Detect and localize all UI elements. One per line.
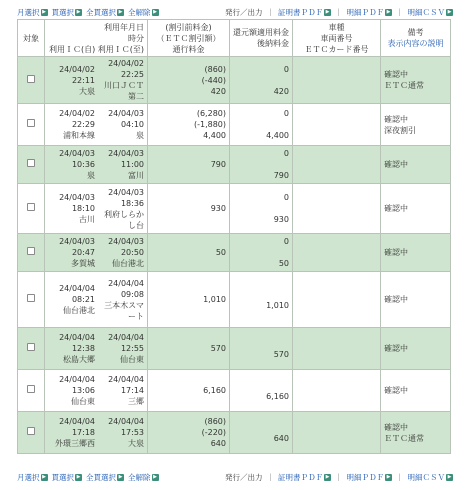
row-checkbox[interactable] (27, 343, 35, 351)
table-row (18, 272, 451, 328)
status-text: 確認中 (384, 295, 408, 304)
row-checkbox[interactable] (27, 385, 35, 393)
exit-time: 17:14 (120, 386, 144, 395)
note-cell (381, 104, 451, 146)
table-row (18, 184, 451, 234)
entry-ic: 仙台港北 (63, 306, 95, 315)
entry-info (48, 148, 95, 181)
exit-date: 24/04/03 (108, 109, 144, 118)
table-row (18, 57, 451, 104)
status-text: 確認中 (384, 386, 408, 395)
entry-info (48, 283, 95, 316)
deferred-fee-cell (230, 184, 293, 234)
exit-info (97, 108, 144, 141)
header-dates: 利用年月日 時分 利用ＩＣ(自) 利用ＩＣ(至) (45, 20, 148, 57)
arrow-right-icon: ▶ (118, 9, 123, 15)
arrow-right-icon: ▶ (42, 474, 46, 480)
bottom-toolbar (17, 471, 453, 483)
separator: ｜ (266, 472, 274, 482)
status-text: 確認中 (384, 160, 408, 169)
entry-info (48, 332, 95, 365)
deferred-fee-cell (230, 146, 293, 184)
toll-fee: 790 (210, 160, 226, 169)
entry-ic: 古川 (79, 215, 95, 224)
deferred-fee: 4,400 (266, 131, 289, 140)
exit-ic: 富川 (128, 171, 144, 180)
table-row (18, 234, 451, 272)
entry-ic: 多賀城 (71, 259, 95, 268)
cert-pdf-link[interactable]: 証明書ＰＤＦ ▶ (278, 472, 330, 482)
fee-cell (148, 412, 230, 454)
cert-pdf-link[interactable]: 証明書ＰＤＦ ▶ (278, 7, 330, 17)
fee-cell (148, 234, 230, 272)
entry-ic: 浦和本線 (63, 131, 95, 140)
header-fee: (割引前料金) （ＥＴＣ割引額） 通行料金 (148, 20, 230, 57)
entry-date: 24/04/03 (59, 237, 95, 246)
dates-cell (45, 104, 148, 146)
exit-ic: 川口ＪＣＴ第二 (104, 81, 144, 101)
row-checkbox[interactable] (27, 247, 35, 255)
status-text: 確認中 (384, 204, 408, 213)
selection-links (17, 7, 159, 18)
display-help-link[interactable]: 表示内容の説明 (387, 39, 444, 48)
entry-date: 24/04/04 (59, 375, 95, 384)
deferred-fee: 6,160 (266, 391, 289, 401)
toll-fee: 930 (210, 204, 226, 213)
exit-date: 24/04/04 (108, 333, 144, 342)
vehicle-cell (293, 146, 381, 184)
arrow-right-icon: ▶ (325, 474, 330, 480)
entry-time: 12:38 (71, 344, 95, 353)
arrow-right-icon: ▶ (447, 474, 452, 480)
row-select-cell (18, 234, 45, 272)
arrow-right-icon: ▶ (386, 9, 391, 15)
selection-links (17, 472, 159, 483)
exit-ic: 三郷 (128, 397, 144, 406)
row-checkbox[interactable] (27, 119, 35, 127)
fee-cell (148, 146, 230, 184)
note-cell (381, 370, 451, 412)
exit-ic: 利府しらかし台 (104, 209, 144, 230)
row-select-cell (18, 272, 45, 328)
vehicle-cell (293, 272, 381, 328)
pre-discount-fee: (860) (204, 64, 226, 74)
dates-cell (45, 234, 148, 272)
entry-ic: 大泉 (79, 86, 95, 96)
entry-time: 13:06 (71, 386, 95, 395)
detail-csv-link[interactable]: 明細ＣＳＶ ▶ (407, 472, 452, 482)
note-cell (381, 146, 451, 184)
issue-output-label: 発行／出力 (225, 472, 263, 482)
etc-discount: (-440) (201, 75, 226, 85)
entry-date: 24/04/04 (59, 417, 95, 426)
exit-time: 20:50 (120, 248, 144, 257)
exit-info (97, 374, 144, 407)
exit-info (97, 416, 144, 449)
toll-fee: 50 (215, 248, 226, 257)
entry-time: 22:29 (71, 120, 95, 129)
fee-cell (148, 370, 230, 412)
exit-time: 11:00 (120, 160, 144, 169)
exit-time: 18:36 (120, 198, 144, 208)
deferred-fee-cell (230, 328, 293, 370)
month-select-link[interactable]: 月選択 ▶ (17, 7, 46, 17)
separator: ｜ (396, 7, 404, 17)
entry-ic: 泉 (87, 171, 95, 180)
note-cell (381, 412, 451, 454)
vehicle-cell (293, 184, 381, 234)
toll-fee: 1,010 (203, 295, 226, 304)
table-header-row (18, 20, 451, 57)
entry-time: 08:21 (71, 295, 95, 304)
entry-time: 18:10 (71, 204, 95, 213)
rebate-applied-fee: 0 (283, 149, 289, 158)
usage-table (17, 19, 451, 454)
deferred-fee-cell (230, 412, 293, 454)
arrow-right-icon: ▶ (447, 9, 452, 15)
arrow-right-icon: ▶ (42, 9, 46, 15)
entry-info (48, 416, 95, 449)
entry-ic: 松島大郷 (63, 355, 95, 364)
pre-discount-fee: (6,280) (196, 109, 226, 118)
table-row (18, 146, 451, 184)
toll-fee: 570 (210, 344, 226, 353)
detail-pdf-link[interactable]: 明細ＰＤＦ ▶ (346, 472, 391, 482)
entry-date: 24/04/03 (59, 149, 95, 158)
exit-ic: 仙台港北 (112, 259, 144, 268)
entry-ic: 外環三郷西 (55, 439, 95, 448)
row-select-cell (18, 370, 45, 412)
exit-time: 04:10 (120, 120, 144, 129)
status-text: 確認中 (384, 114, 408, 124)
table-row (18, 370, 451, 412)
exit-info (97, 187, 144, 231)
all-select-link[interactable]: 全貫選択 ▶ (86, 472, 123, 482)
header-select: 対象 (18, 20, 45, 57)
note-cell (381, 328, 451, 370)
toll-fee: 640 (210, 439, 226, 448)
status-text: 確認中 (384, 422, 408, 432)
fee-cell (148, 272, 230, 328)
vehicle-cell (293, 412, 381, 454)
row-checkbox[interactable] (27, 75, 35, 83)
deferred-fee: 930 (273, 215, 289, 224)
dates-cell (45, 57, 148, 104)
entry-date: 24/04/04 (59, 333, 95, 342)
pre-discount-fee: (860) (204, 417, 226, 426)
rebate-applied-fee: 0 (283, 109, 289, 118)
exit-ic: 泉 (136, 131, 144, 140)
separator: ｜ (396, 472, 404, 482)
entry-date: 24/04/03 (59, 193, 95, 202)
row-select-cell (18, 57, 45, 104)
clear-all-link[interactable]: 全解除 ▶ (128, 472, 157, 482)
entry-time: 20:47 (71, 248, 95, 257)
pay-select-link[interactable]: 貫選択 ▶ (51, 7, 81, 17)
deferred-fee-cell (230, 57, 293, 104)
detail-pdf-link[interactable]: 明細ＰＤＦ ▶ (346, 7, 391, 17)
toll-fee: 420 (210, 86, 226, 96)
dates-cell (45, 184, 148, 234)
month-select-link[interactable]: 月選択 ▶ (17, 472, 46, 482)
status-text: 確認中 (384, 70, 408, 79)
toll-fee: 4,400 (203, 131, 226, 140)
entry-ic: 仙台東 (71, 397, 95, 406)
row-select-cell (18, 146, 45, 184)
note-cell (381, 57, 451, 104)
entry-date: 24/04/02 (59, 64, 95, 74)
separator: ｜ (335, 472, 343, 482)
row-select-cell (18, 328, 45, 370)
exit-info (97, 148, 144, 181)
vehicle-cell (293, 57, 381, 104)
note-text: ＥＴＣ通常 (384, 433, 424, 443)
output-links (225, 472, 453, 483)
dates-cell (45, 272, 148, 328)
fee-cell (148, 104, 230, 146)
exit-date: 24/04/04 (108, 375, 144, 384)
exit-date: 24/04/03 (108, 187, 144, 197)
all-select-link[interactable]: 全貫選択 ▶ (86, 7, 123, 17)
rebate-applied-fee: 0 (283, 64, 289, 74)
status-text: 確認中 (384, 344, 408, 353)
header-deferred-fee: 還元額適用料金 後納料金 (230, 20, 293, 57)
exit-info (97, 332, 144, 365)
arrow-right-icon: ▶ (118, 474, 123, 480)
exit-time: 22:25 (120, 70, 144, 79)
deferred-fee: 570 (273, 349, 289, 359)
issue-output-label: 発行／出力 (225, 7, 263, 17)
deferred-fee-cell (230, 272, 293, 328)
row-select-cell (18, 184, 45, 234)
entry-info (48, 64, 95, 97)
exit-date: 24/04/04 (108, 278, 144, 288)
table-row (18, 104, 451, 146)
exit-time: 09:08 (120, 289, 144, 299)
arrow-right-icon: ▶ (386, 474, 391, 480)
arrow-right-icon: ▶ (153, 9, 157, 15)
exit-date: 24/04/02 (108, 59, 144, 68)
deferred-fee: 640 (273, 433, 289, 443)
row-checkbox[interactable] (27, 159, 35, 167)
fee-cell (148, 328, 230, 370)
arrow-right-icon: ▶ (76, 474, 81, 480)
vehicle-cell (293, 370, 381, 412)
arrow-right-icon: ▶ (325, 9, 330, 15)
deferred-fee-cell (230, 104, 293, 146)
entry-time: 17:18 (71, 428, 95, 437)
deferred-fee: 420 (273, 86, 289, 96)
etc-discount: (-1,880) (193, 120, 226, 129)
status-text: 確認中 (384, 248, 408, 257)
vehicle-cell (293, 234, 381, 272)
exit-time: 12:55 (120, 344, 144, 353)
table-row (18, 412, 451, 454)
output-links (225, 7, 453, 18)
fee-cell (148, 184, 230, 234)
header-note: 備考 表示内容の説明 (381, 20, 451, 57)
deferred-fee-cell (230, 234, 293, 272)
header-vehicle: 車種 車両番号 ＥＴＣカード番号 (293, 20, 381, 57)
deferred-fee-cell (230, 370, 293, 412)
exit-time: 17:53 (120, 428, 144, 437)
note-cell (381, 184, 451, 234)
toll-fee: 6,160 (203, 386, 226, 395)
row-select-cell (18, 412, 45, 454)
entry-date: 24/04/02 (59, 109, 95, 118)
exit-info (97, 236, 144, 269)
deferred-fee: 50 (278, 259, 289, 268)
fee-cell (148, 57, 230, 104)
deferred-fee: 1,010 (266, 300, 289, 310)
deferred-fee: 790 (273, 171, 289, 180)
entry-info (48, 236, 95, 269)
table-row (18, 328, 451, 370)
separator: ｜ (266, 7, 274, 17)
dates-cell (45, 146, 148, 184)
exit-date: 24/04/04 (108, 417, 144, 426)
exit-date: 24/04/03 (108, 237, 144, 246)
note-text: 深夜割引 (384, 125, 416, 135)
entry-info (48, 108, 95, 141)
row-checkbox[interactable] (27, 427, 35, 435)
rebate-applied-fee: 0 (283, 237, 289, 246)
entry-time: 22:11 (71, 75, 95, 85)
top-toolbar (17, 6, 453, 18)
row-select-cell (18, 104, 45, 146)
entry-info (48, 374, 95, 407)
note-cell (381, 234, 451, 272)
dates-cell (45, 370, 148, 412)
clear-all-link[interactable]: 全解除 ▶ (128, 7, 157, 17)
exit-info (97, 58, 144, 102)
entry-info (48, 192, 95, 225)
exit-ic: 三本木スマート (104, 300, 144, 321)
pay-select-link[interactable]: 貫選択 ▶ (51, 472, 81, 482)
etc-discount: (-220) (201, 428, 226, 437)
exit-ic: 大泉 (128, 439, 144, 448)
exit-info (97, 278, 144, 322)
detail-csv-link[interactable]: 明細ＣＳＶ ▶ (407, 7, 452, 17)
exit-date: 24/04/03 (108, 149, 144, 158)
note-cell (381, 272, 451, 328)
vehicle-cell (293, 104, 381, 146)
exit-ic: 仙台東 (120, 355, 144, 364)
entry-date: 24/04/04 (59, 284, 95, 293)
entry-time: 10:36 (71, 160, 95, 169)
row-checkbox[interactable] (27, 294, 35, 302)
rebate-applied-fee: 0 (283, 193, 289, 202)
note-text: ＥＴＣ通常 (384, 81, 424, 90)
arrow-right-icon: ▶ (76, 9, 81, 15)
vehicle-cell (293, 328, 381, 370)
row-checkbox[interactable] (27, 203, 35, 211)
separator: ｜ (335, 7, 343, 17)
arrow-right-icon: ▶ (153, 474, 157, 480)
dates-cell (45, 412, 148, 454)
dates-cell (45, 328, 148, 370)
